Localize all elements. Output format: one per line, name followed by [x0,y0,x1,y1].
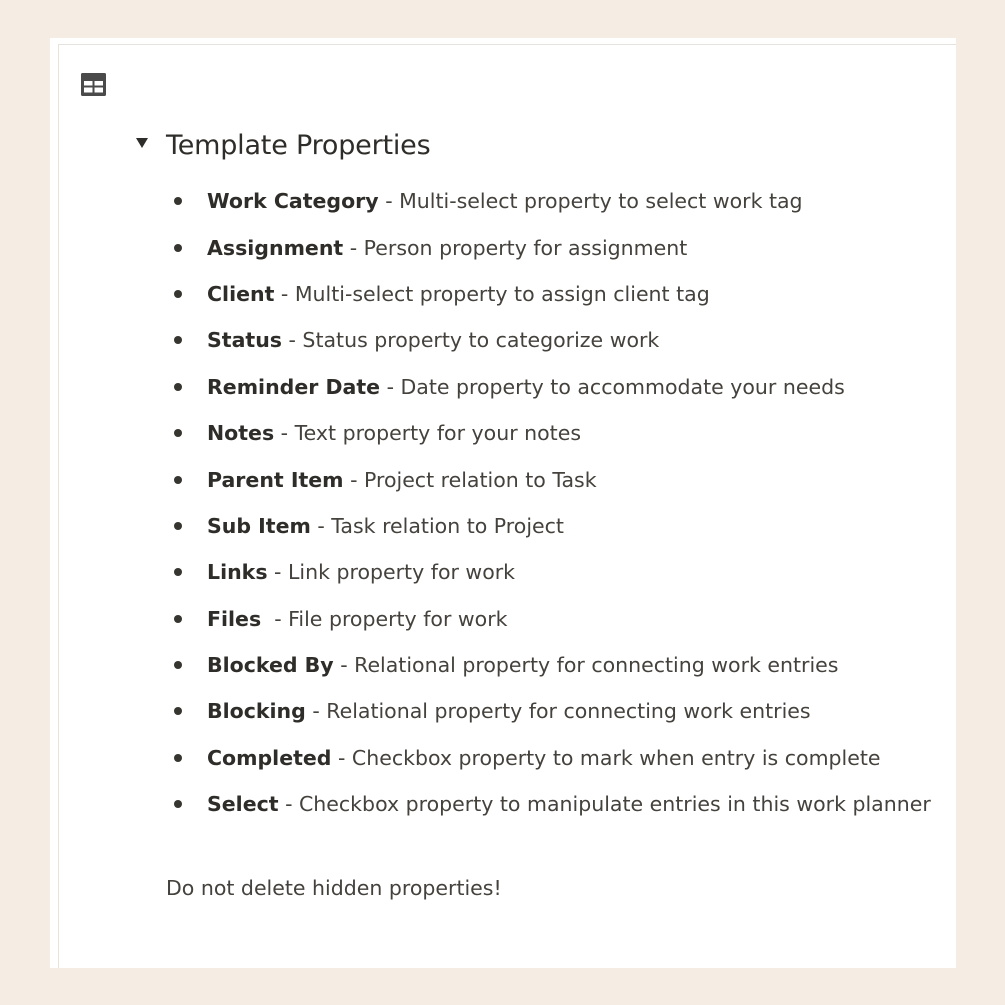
property-description: - Text property for your notes [274,421,582,446]
list-item [174,364,931,410]
property-description: - Multi-select property to select work tag [378,189,803,214]
bullet [174,568,182,576]
list-item [174,317,931,363]
list-item [174,178,931,224]
list-item [174,781,931,827]
table-icon[interactable] [81,73,106,96]
bullet [174,429,182,437]
bullet [174,754,182,762]
list-item [174,224,931,270]
property-name: Notes [207,421,275,446]
property-description: - Date property to accommodate your needs [380,374,845,399]
property-name: Parent Item [207,467,344,492]
property-name: Client [207,281,275,306]
list-item [174,596,931,642]
property-name: Work Category [207,189,379,214]
property-description: - Relational property for connecting work entries [305,699,811,724]
bullet [174,800,182,808]
bullet [174,476,182,484]
footer-note: Do not delete hidden properties! [166,876,502,900]
list-item [174,503,931,549]
bullet [174,244,182,252]
bullet [174,197,182,205]
list-item [174,642,931,688]
list-item [174,735,931,781]
list-item [174,271,931,317]
page-card [50,38,956,968]
property-description: - Task relation to Project [310,513,564,538]
property-name: Completed [207,745,332,770]
property-description: - Status property to categorize work [282,328,660,353]
template-properties-toggle[interactable] [134,130,430,161]
property-description: - File property for work [261,606,508,631]
bullet [174,707,182,715]
property-name: Select [207,792,279,817]
property-description: - Multi-select property to assign client tag [274,281,710,306]
toggle-title: Template Properties [166,130,431,161]
list-item [174,688,931,734]
property-description: - Project relation to Task [343,467,597,492]
properties-list [174,178,931,827]
list-item [174,456,931,502]
property-name: Files [207,606,262,631]
property-name: Assignment [207,235,344,260]
property-name: Sub Item [207,513,311,538]
property-name: Blocking [207,699,306,724]
bullet [174,615,182,623]
bullet [174,336,182,344]
bullet [174,522,182,530]
list-item [174,549,931,595]
property-description: - Checkbox property to manipulate entries in this work planner [278,792,931,817]
bullet [174,661,182,669]
property-name: Status [207,328,282,353]
property-description: - Person property for assignment [343,235,688,260]
bullet [174,290,182,298]
property-description: - Checkbox property to mark when entry is complete [331,745,881,770]
list-item [174,410,931,456]
property-description: - Relational property for connecting work entries [333,653,839,678]
property-name: Links [207,560,268,585]
bullet [174,383,182,391]
property-name: Blocked By [207,653,334,678]
property-name: Reminder Date [207,374,381,399]
property-description: - Link property for work [267,560,516,585]
triangle-down-icon[interactable] [134,135,150,151]
